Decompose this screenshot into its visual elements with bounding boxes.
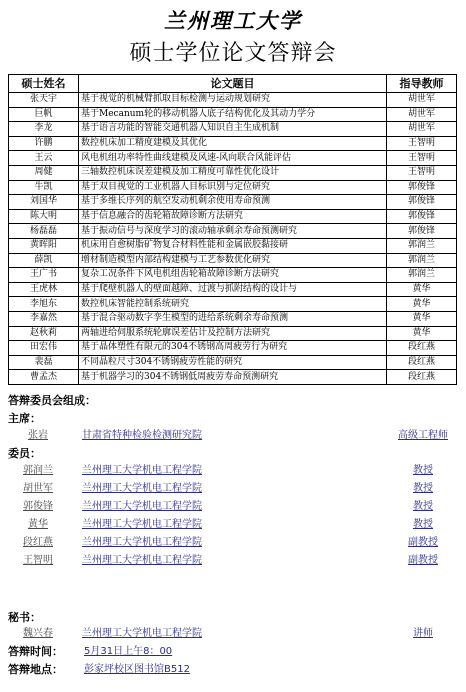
thesis-topic: 基于多维长序列的航空发动机剩余使用寿命预测 xyxy=(79,195,387,210)
student-name: 李龙 xyxy=(9,122,79,137)
table-body xyxy=(9,93,457,385)
advisor-name: 王智明 xyxy=(387,165,457,180)
student-name: 王广书 xyxy=(9,268,79,283)
university-logo: 兰州理工大学 xyxy=(164,8,302,33)
thesis-topic: 两轴进给伺服系统轮廓误差估计及控制方法研究 xyxy=(79,326,387,341)
table-row xyxy=(9,297,457,312)
table-row xyxy=(9,326,457,341)
member-org: 兰州理工大学机电工程学院 xyxy=(82,537,202,548)
student-name: 王云 xyxy=(9,151,79,166)
table-row xyxy=(9,370,457,385)
table-row xyxy=(9,107,457,122)
chair-row xyxy=(8,428,458,444)
member-org: 兰州理工大学机电工程学院 xyxy=(82,519,202,530)
advisor-name: 王智明 xyxy=(387,151,457,166)
member-title: 教授 xyxy=(413,519,433,530)
member-name: 王智明 xyxy=(23,555,53,566)
table-row xyxy=(9,93,457,108)
table-row xyxy=(9,165,457,180)
student-name: 薛凯 xyxy=(9,253,79,268)
table-row xyxy=(9,253,457,268)
student-name: 赵秋莉 xyxy=(9,326,79,341)
table-row xyxy=(9,195,457,210)
advisor-name: 黄华 xyxy=(387,297,457,312)
member-title: 教授 xyxy=(413,501,433,512)
secretary-org: 兰州理工大学机电工程学院 xyxy=(82,628,202,639)
advisor-name: 郭俊锋 xyxy=(387,195,457,210)
student-name: 杨磊磊 xyxy=(9,224,79,239)
advisor-name: 黄华 xyxy=(387,311,457,326)
member-org: 兰州理工大学机电工程学院 xyxy=(82,555,202,566)
member-org: 兰州理工大学机电工程学院 xyxy=(82,465,202,476)
member-name: 胡世军 xyxy=(23,483,53,494)
advisor-name: 郭润兰 xyxy=(387,238,457,253)
thesis-topic: 基于视觉的机械臂抓取目标检测与运动规划研究 xyxy=(79,93,387,108)
thesis-topic: 基于混合驱动数字孪生模型的进给系统剩余寿命预测 xyxy=(79,311,387,326)
thesis-topic: 基于Mecanum轮的移动机器人底子结构优化及其动力学分 xyxy=(79,107,387,122)
table-row xyxy=(9,224,457,239)
thesis-topic: 数控机床智能控制系统研究 xyxy=(79,297,387,312)
table-row xyxy=(9,180,457,195)
member-row xyxy=(8,517,458,533)
thesis-table xyxy=(8,74,457,385)
thesis-topic: 复杂工况条件下风电机组齿轮箱故障诊断方法研究 xyxy=(79,268,387,283)
place-label: 答辩地点： xyxy=(8,663,63,676)
column-header-topic: 论文题目 xyxy=(79,75,387,93)
place-value: 彭家坪校区图书馆B512 xyxy=(84,664,190,675)
defense-time xyxy=(8,644,448,660)
member-row xyxy=(8,463,458,479)
student-name: 许鹏 xyxy=(9,136,79,151)
defense-place xyxy=(8,662,448,678)
table-header-row xyxy=(9,75,457,93)
secretary-label: 秘书： xyxy=(8,611,41,624)
time-value: 5月31日上午8：00 xyxy=(84,646,173,657)
student-name: 牛凯 xyxy=(9,180,79,195)
chair-label: 主席： xyxy=(8,412,41,425)
advisor-name: 郭润兰 xyxy=(387,253,457,268)
members-label: 委员： xyxy=(8,447,41,460)
student-name: 李嘉然 xyxy=(9,311,79,326)
student-name: 周健 xyxy=(9,165,79,180)
advisor-name: 郭润兰 xyxy=(387,268,457,283)
member-org: 兰州理工大学机电工程学院 xyxy=(82,501,202,512)
chair-org: 甘肃省特种检验检测研究院 xyxy=(82,430,202,441)
advisor-name: 段红燕 xyxy=(387,370,457,385)
thesis-topic: 数控机床加工精度建模及其优化 xyxy=(79,136,387,151)
table-row xyxy=(9,238,457,253)
thesis-topic: 基于振动信号与深度学习的滚动轴承剩余寿命预测研究 xyxy=(79,224,387,239)
table-row xyxy=(9,136,457,151)
table-row xyxy=(9,268,457,283)
thesis-topic: 基于信息融合的齿轮箱故障诊断方法研究 xyxy=(79,209,387,224)
thesis-topic: 风电机组功率特性曲线建模及风速-风向联合风能评估 xyxy=(79,151,387,166)
student-name: 曹孟杰 xyxy=(9,370,79,385)
column-header-advisor: 指导教师 xyxy=(387,75,457,93)
member-name: 段红燕 xyxy=(23,537,53,548)
thesis-topic: 基于晶体塑性有限元的304不锈钢高周疲劳行为研究 xyxy=(79,341,387,356)
member-row xyxy=(8,553,458,569)
student-name: 王虎林 xyxy=(9,282,79,297)
thesis-topic: 基于双目视觉的工业机器人目标识别与定位研究 xyxy=(79,180,387,195)
secretary-title: 讲师 xyxy=(413,628,433,639)
member-title: 副教授 xyxy=(408,555,438,566)
thesis-topic: 增材制造模型内部结构建模与工艺参数优化研究 xyxy=(79,253,387,268)
table-row xyxy=(9,209,457,224)
table-row xyxy=(9,122,457,137)
member-name: 郭润兰 xyxy=(23,465,53,476)
table-row xyxy=(9,151,457,166)
member-row xyxy=(8,481,458,497)
student-name: 张天宇 xyxy=(9,93,79,108)
advisor-name: 王智明 xyxy=(387,136,457,151)
advisor-name: 郭俊锋 xyxy=(387,209,457,224)
member-row xyxy=(8,535,458,551)
time-label: 答辩时间： xyxy=(8,645,63,658)
thesis-topic: 三轴数控机床误差建模及加工精度可靠性优化设计 xyxy=(79,165,387,180)
thesis-topic: 基于机器学习的304不锈钢低周疲劳寿命预测研究 xyxy=(79,370,387,385)
secretary-row xyxy=(8,626,458,642)
advisor-name: 郭俊锋 xyxy=(387,224,457,239)
thesis-topic: 基于语言功能的智能交通机器人知识自主生成机制 xyxy=(79,122,387,137)
student-name: 刘国华 xyxy=(9,195,79,210)
page-title: 硕士学位论文答辩会 xyxy=(129,41,337,66)
column-header-student: 硕士姓名 xyxy=(9,75,79,93)
member-title: 教授 xyxy=(413,465,433,476)
member-name: 黄华 xyxy=(28,519,48,530)
advisor-name: 黄华 xyxy=(387,326,457,341)
secretary-name: 魏兴春 xyxy=(23,628,53,639)
table-row xyxy=(9,355,457,370)
advisor-name: 胡世军 xyxy=(387,93,457,108)
member-org: 兰州理工大学机电工程学院 xyxy=(82,483,202,494)
student-name: 黄晖阳 xyxy=(9,238,79,253)
chair-title: 高级工程师 xyxy=(398,430,448,441)
advisor-name: 郭俊锋 xyxy=(387,180,457,195)
advisor-name: 胡世军 xyxy=(387,107,457,122)
advisor-name: 胡世军 xyxy=(387,122,457,137)
student-name: 田宏伟 xyxy=(9,341,79,356)
table-row xyxy=(9,311,457,326)
committee-heading: 答辩委员会组成： xyxy=(8,394,96,407)
student-name: 裴磊 xyxy=(9,355,79,370)
thesis-topic: 机床用自愈树脂矿物复合材料性能和金属嵌胶黏接研 xyxy=(79,238,387,253)
member-name: 郭俊锋 xyxy=(23,501,53,512)
student-name: 李旭东 xyxy=(9,297,79,312)
advisor-name: 段红燕 xyxy=(387,341,457,356)
student-name: 陈大明 xyxy=(9,209,79,224)
thesis-topic: 基于爬壁机器人的壁面越障、过渡与抓附结构的设计与 xyxy=(79,282,387,297)
advisor-name: 黄华 xyxy=(387,282,457,297)
table-row xyxy=(9,282,457,297)
advisor-name: 段红燕 xyxy=(387,355,457,370)
thesis-topic: 不同晶粒尺寸304不锈钢疲劳性能的研究 xyxy=(79,355,387,370)
table-row xyxy=(9,341,457,356)
member-title: 教授 xyxy=(413,483,433,494)
member-title: 副教授 xyxy=(408,537,438,548)
member-row xyxy=(8,499,458,515)
student-name: 巨帆 xyxy=(9,107,79,122)
chair-name: 张岩 xyxy=(28,430,48,441)
